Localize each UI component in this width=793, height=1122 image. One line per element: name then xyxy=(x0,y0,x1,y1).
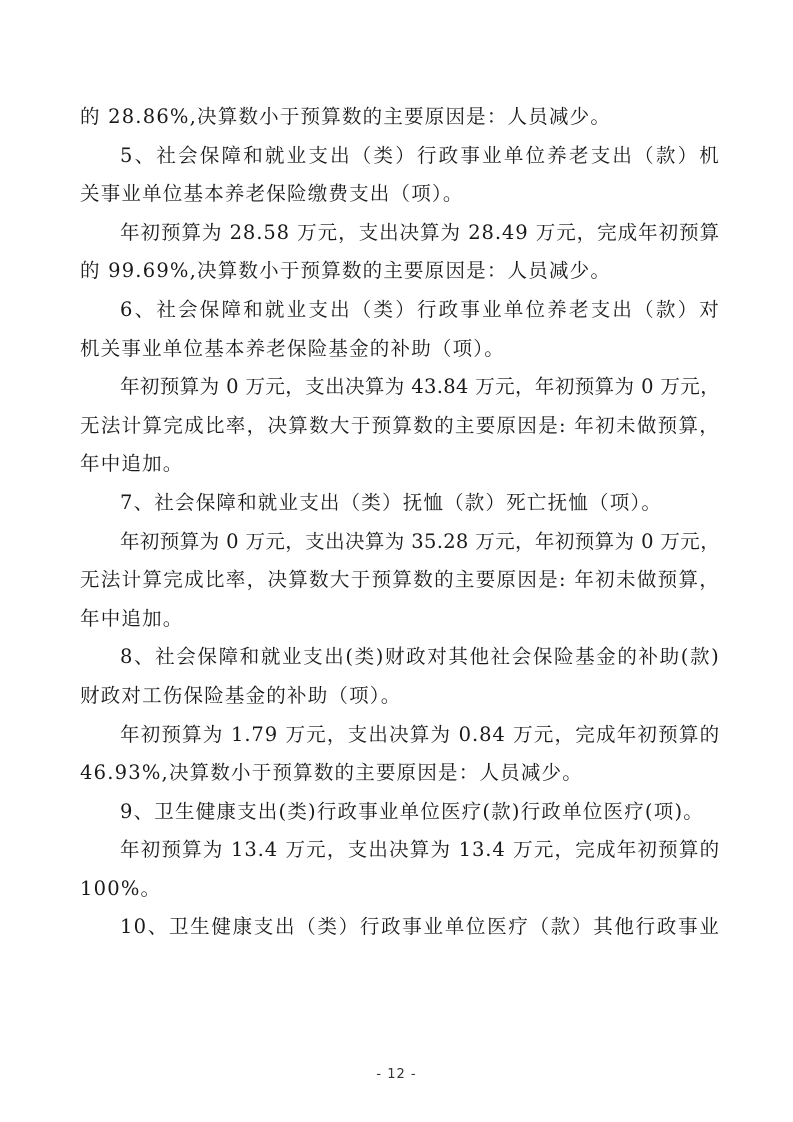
section-heading-5: 5、社会保障和就业支出（类）行政事业单位养老支出（款）机 xyxy=(120,143,720,167)
section-heading-6-cont: 机关事业单位基本养老保险基金的补助（项）。 xyxy=(80,336,505,360)
paragraph-line: 年初预算为 0 万元，支出决算为 43.84 万元，年初预算为 0 万元， xyxy=(120,375,720,399)
page-number: - 12 - xyxy=(376,1067,417,1082)
paragraph-line: 年中追加。 xyxy=(80,452,184,476)
section-heading-6: 6、社会保障和就业支出（类）行政事业单位养老支出（款）对 xyxy=(120,297,720,321)
section-heading-10: 10、卫生健康支出（类）行政事业单位医疗（款）其他行政事业 xyxy=(120,915,720,939)
paragraph-line: 的 28.86%,决算数小于预算数的主要原因是：人员减少。 xyxy=(80,105,612,128)
paragraph-line: 年初预算为 28.58 万元，支出决算为 28.49 万元，完成年初预算 xyxy=(120,220,720,244)
document-body xyxy=(80,98,720,947)
section-heading-7: 7、社会保障和就业支出（类）抚恤（款）死亡抚恤（项）。 xyxy=(120,490,663,514)
paragraph-line: 年中追加。 xyxy=(80,606,184,630)
section-heading-8: 8、社会保障和就业支出(类)财政对其他社会保险基金的补助(款) xyxy=(120,645,720,669)
paragraph-line: 46.93%,决算数小于预算数的主要原因是：人员减少。 xyxy=(80,761,583,785)
paragraph-line: 年初预算为 13.4 万元，支出决算为 13.4 万元，完成年初预算的 xyxy=(120,838,720,862)
section-heading-5-cont: 关事业单位基本养老保险缴费支出（项）。 xyxy=(80,182,464,206)
section-heading-9: 9、卫生健康支出(类)行政事业单位医疗(款)行政单位医疗(项)。 xyxy=(120,799,704,823)
paragraph-line: 无法计算完成比率，决算数大于预算数的主要原因是: 年初未做预算， xyxy=(80,568,720,592)
paragraph-line: 年初预算为 1.79 万元，支出决算为 0.84 万元，完成年初预算的 xyxy=(120,722,720,746)
paragraph-line: 100%。 xyxy=(80,876,162,900)
paragraph-line: 年初预算为 0 万元，支出决算为 35.28 万元，年初预算为 0 万元， xyxy=(120,529,720,553)
section-heading-8-cont: 财政对工伤保险基金的补助（项）。 xyxy=(80,683,402,707)
paragraph-line: 的 99.69%,决算数小于预算数的主要原因是：人员减少。 xyxy=(80,259,612,283)
paragraph-line: 无法计算完成比率，决算数大于预算数的主要原因是: 年初未做预算， xyxy=(80,413,720,437)
